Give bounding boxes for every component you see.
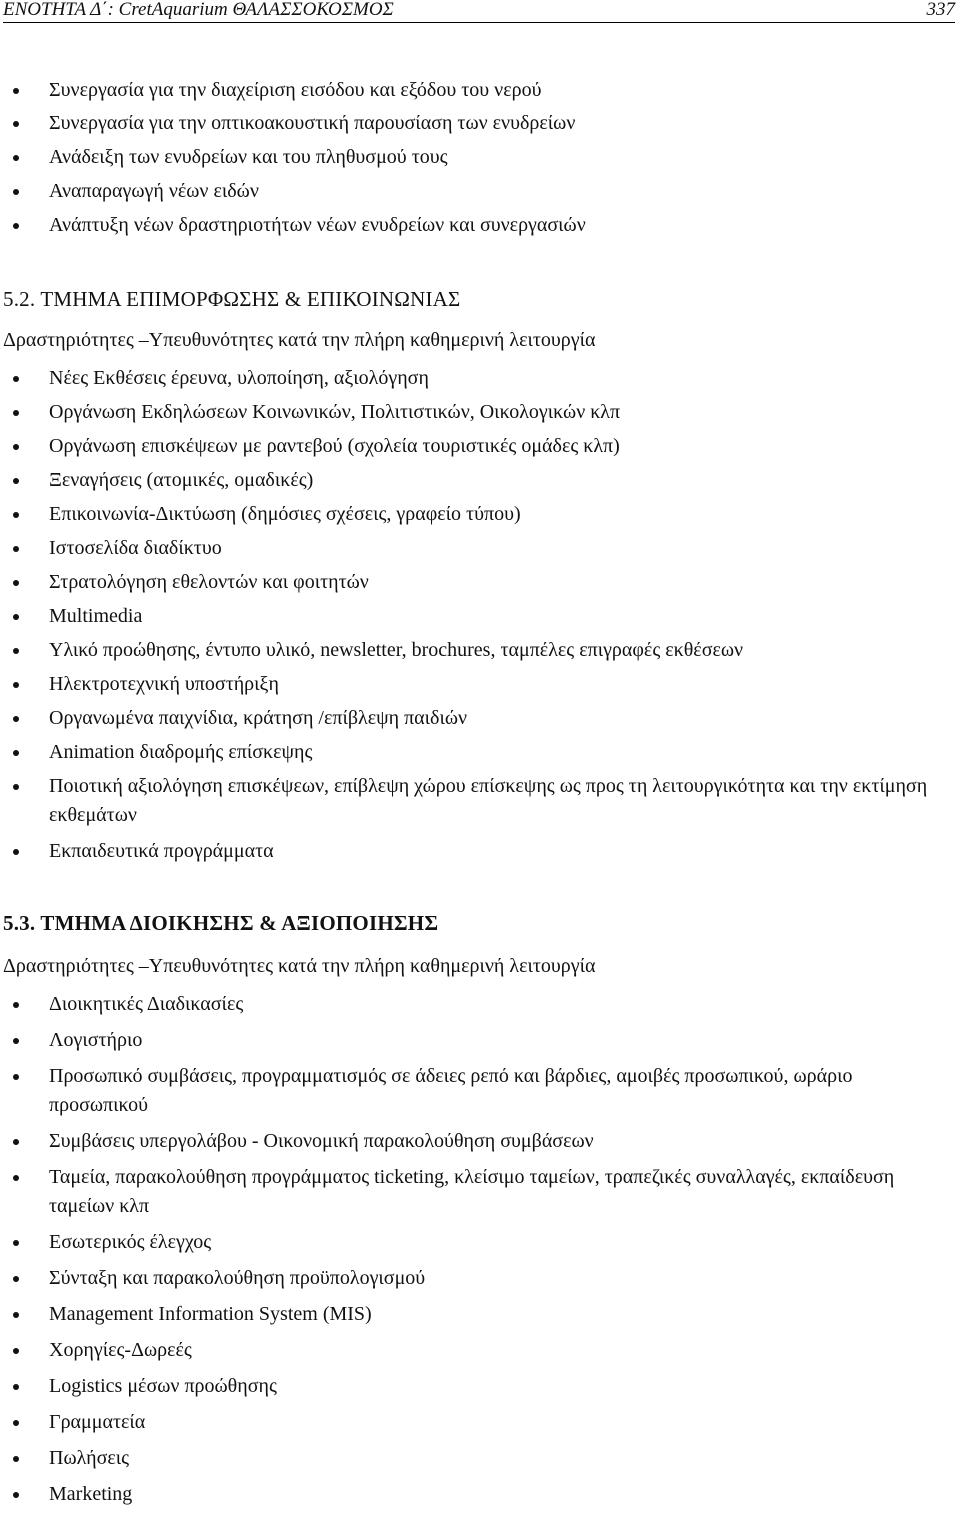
- list-item: Logistics μέσων προώθησης: [0, 1372, 950, 1408]
- list-item: Συμβάσεις υπεργολάβου - Οικονομική παρακολούθηση συμβάσεων: [0, 1127, 950, 1163]
- list-item: Πωλήσεις: [0, 1444, 950, 1480]
- list-item: Management Information System (MIS): [0, 1300, 950, 1336]
- running-header: [3, 0, 955, 23]
- list-item: Συνεργασία για την διαχείριση εισόδου και εξόδου του νερού: [0, 76, 950, 109]
- list-item: Εκπαιδευτικά προγράμματα: [0, 837, 950, 871]
- list-item: Ποιοτική αξιολόγηση επισκέψεων, επίβλεψη χώρου επίσκεψης ως προς τη λειτουργικότητα και την εκτίμηση εκθεμάτων: [0, 772, 950, 837]
- section-heading: 5.3. ΤΜΗΜΑ ΔΙΟΙΚΗΣΗΣ & ΑΞΙΟΠΟΙΗΣΗΣ: [3, 911, 439, 935]
- list-item: Λογιστήριο: [0, 1026, 950, 1062]
- section-subheading: Δραστηριότητες –Υπευθυνότητες κατά την πλήρη καθημερινή λειτουργία: [3, 329, 596, 351]
- list-item: Συνεργασία για την οπτικοακουστική παρουσίαση των ενυδρείων: [0, 109, 950, 143]
- list-item: Marketing: [0, 1480, 950, 1514]
- list-item: Ανάδειξη των ενυδρείων και του πληθυσμού τους: [0, 143, 950, 177]
- section-heading: 5.2. ΤΜΗΜΑ ΕΠΙΜΟΡΦΩΣΗΣ & ΕΠΙΚΟΙΝΩΝΙΑΣ: [3, 287, 461, 311]
- list-item: Υλικό προώθησης, έντυπο υλικό, newsletter, brochures, ταμπέλες επιγραφές εκθέσεων: [0, 636, 950, 670]
- section-subheading: Δραστηριότητες –Υπευθυνότητες κατά την πλήρη καθημερινή λειτουργία: [3, 955, 596, 977]
- list-item: Οργάνωση επισκέψεων με ραντεβού (σχολεία τουριστικές ομάδες κλπ): [0, 432, 950, 466]
- list-item: Προσωπικό συμβάσεις, προγραμματισμός σε άδειες ρεπό και βάρδιες, αμοιβές προσωπικού, ωράριο προσωπικού: [0, 1062, 950, 1127]
- header-title: ΕΝΟΤΗΤΑ Δ΄: CretAquarium ΘΑΛΑΣΣΟΚΟΣΜΟΣ: [3, 0, 394, 20]
- list-item: Multimedia: [0, 602, 950, 636]
- list-item: Οργάνωση Εκδηλώσεων Κοινωνικών, Πολιτιστικών, Οικολογικών κλπ: [0, 398, 950, 432]
- page-number: 337: [926, 0, 955, 20]
- section-53-list: [0, 990, 950, 1514]
- list-item: Επικοινωνία-Δικτύωση (δημόσιες σχέσεις, γραφείο τύπου): [0, 500, 950, 534]
- list-item: Γραμματεία: [0, 1408, 950, 1444]
- list-item: Οργανωμένα παιχνίδια, κράτηση /επίβλεψη παιδιών: [0, 704, 950, 738]
- list-item: Ηλεκτροτεχνική υποστήριξη: [0, 670, 950, 704]
- list-item: Διοικητικές Διαδικασίες: [0, 990, 950, 1026]
- list-item: Σύνταξη και παρακολούθηση προϋπολογισμού: [0, 1264, 950, 1300]
- list-item: Χορηγίες-Δωρεές: [0, 1336, 950, 1372]
- list-item: Animation διαδρομής επίσκεψης: [0, 738, 950, 772]
- section-52-list: [0, 364, 950, 871]
- list-item: Στρατολόγηση εθελοντών και φοιτητών: [0, 568, 950, 602]
- list-item: Νέες Εκθέσεις έρευνα, υλοποίηση, αξιολόγηση: [0, 364, 950, 398]
- intro-list: [0, 76, 950, 245]
- list-item: Ιστοσελίδα διαδίκτυο: [0, 534, 950, 568]
- list-item: Ταμεία, παρακολούθηση προγράμματος ticketing, κλείσιμο ταμείων, τραπεζικές συναλλαγές, εκπαίδευση ταμείων κλπ: [0, 1163, 950, 1228]
- list-item: Αναπαραγωγή νέων ειδών: [0, 177, 950, 211]
- list-item: Ξεναγήσεις (ατομικές, ομαδικές): [0, 466, 950, 500]
- list-item: Εσωτερικός έλεγχος: [0, 1228, 950, 1264]
- list-item: Ανάπτυξη νέων δραστηριοτήτων νέων ενυδρείων και συνεργασιών: [0, 211, 950, 245]
